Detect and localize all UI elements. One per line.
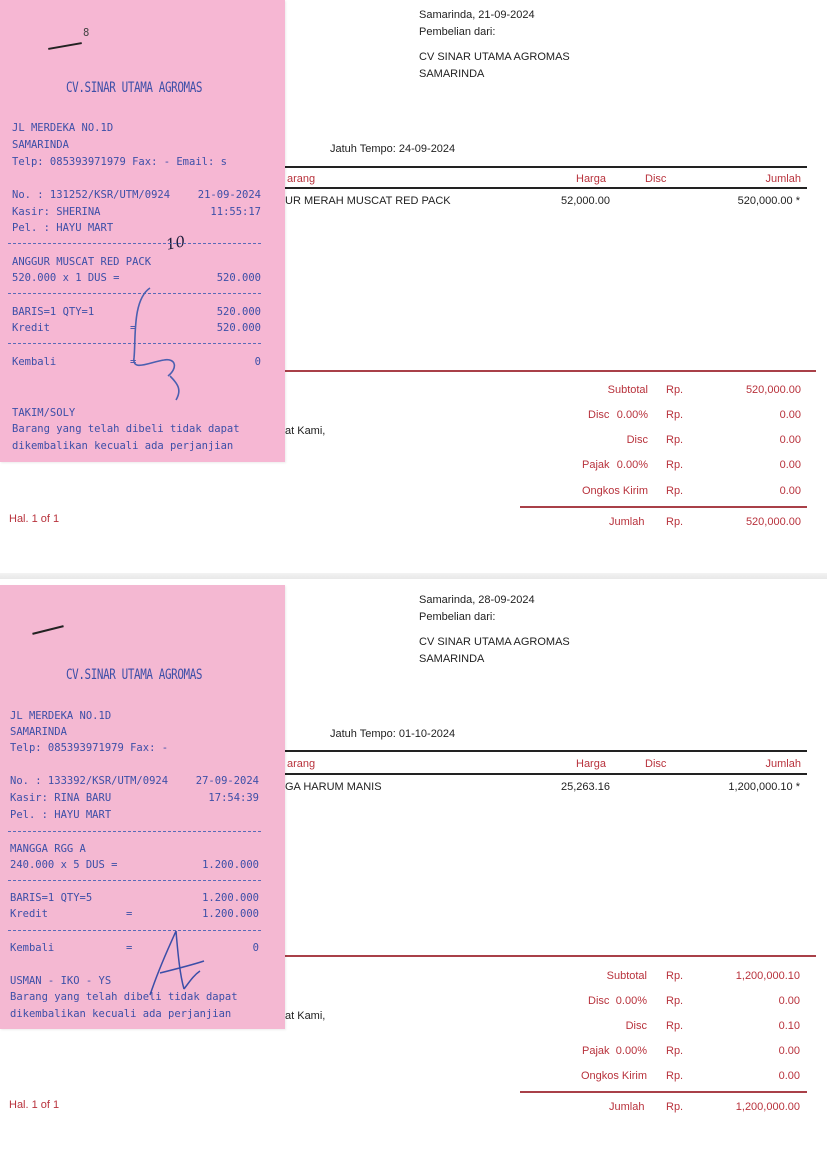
summary-pct: 0.00% [616,409,648,421]
receipt-number: No. : 133392/KSR/UTM/0924 [10,775,169,787]
col-header-total: Jumlah [765,758,801,770]
receipt-credit-eq: = [130,322,137,334]
col-header-disc: Disc [645,173,667,185]
receipt-row-count: BARIS=1 QTY=1 [12,306,95,318]
receipt-city: SAMARINDA [10,726,67,738]
receipt-change-label: Kembali [12,356,57,368]
receipt-credit-value: 520.000 [216,322,261,334]
summary-label: Ongkos Kirim [581,485,648,497]
summary-label: Disc [588,995,610,1007]
receipt-item-name: ANGGUR MUSCAT RED PACK [12,256,152,268]
summary-value: 0.10 [778,1020,800,1032]
due-date: Jatuh Tempo: 01-10-2024 [330,728,456,740]
summary-label: Pajak [582,1045,610,1057]
grand-total-value: 520,000.00 [745,516,801,528]
cash-receipt [0,585,285,1029]
item-price: 52,000.00 [561,195,610,207]
receipt-change-value: 0 [252,942,259,954]
item-total: 520,000.00 * [737,195,800,207]
summary-label: Disc [588,409,610,421]
cash-receipt [0,0,285,462]
receipt-city: SAMARINDA [12,139,69,151]
item-price: 25,263.16 [561,781,610,793]
summary-value: 0.00 [779,434,801,446]
receipt-pen-mark [48,42,82,50]
summary-rp: Rp. [666,995,684,1007]
signature-scribble [140,925,210,1005]
receipt-customer: Pel. : HAYU MART [10,809,112,821]
receipt-qty-line: 520.000 x 1 DUS = [12,272,120,284]
summary-label: Disc [625,1020,647,1032]
receipt-corner-text: 8 [83,27,90,39]
table-bottom-rule [285,370,816,372]
receipt-date: 21-09-2024 [197,189,261,201]
summary-label: Ongkos Kirim [580,1070,647,1082]
receipt-line-total: 1.200.000 [202,859,259,871]
grand-total-rp: Rp. [666,516,684,528]
receipt-change-value: 0 [254,356,261,368]
receipt-change-eq: = [126,942,133,954]
summary-label: Disc [626,434,648,446]
receipt-divider [8,243,261,244]
summary-value: 0.00 [778,995,800,1007]
receipt-change-eq: = [130,356,137,368]
receipt-credit-eq: = [126,908,133,920]
summary-pct: 0.00% [615,995,647,1007]
item-total: 1,200,000.10 * [728,781,800,793]
col-header-item: arang [287,758,316,770]
receipt-store-name: CV.SINAR UTAMA AGROMAS [66,80,203,96]
summary-label: Pajak [582,459,610,471]
summary-label: Subtotal [607,384,648,396]
receipt-row-count: BARIS=1 QTY=5 [10,892,93,904]
col-header-total: Jumlah [765,173,801,185]
summary-pct: 0.00% [616,459,648,471]
receipt-qty-line: 240.000 x 5 DUS = [10,859,118,871]
receipt-staff: TAKIM/SOLY [12,407,76,419]
receipt-address: JL MERDEKA NO.1D [10,710,112,722]
grand-total-rp: Rp. [666,1101,684,1113]
receipt-contact: Telp: 085393971979 Fax: - [10,742,169,754]
grand-total-value: 1,200,000.00 [735,1101,800,1113]
handwritten-note: 10 [164,232,187,254]
invoice-date: Samarinda, 28-09-2024 [419,594,535,606]
vendor-city: SAMARINDA [419,653,485,665]
table-header-rule [285,773,807,775]
item-name: GA HARUM MANIS [285,781,382,793]
signature-scribble [120,280,200,410]
receipt-address: JL MERDEKA NO.1D [12,122,114,134]
receipt-number: No. : 131252/KSR/UTM/0924 [12,189,171,201]
receipt-date: 27-09-2024 [195,775,259,787]
total-rule [520,506,807,508]
receipt-cashier: Kasir: SHERINA [12,206,101,218]
vendor-name: CV SINAR UTAMA AGROMAS [419,636,570,648]
receipt-footer-line: dikembalikan kecuali ada perjanjian [10,1008,232,1020]
col-header-price: Harga [576,173,606,185]
summary-rp: Rp. [666,1020,684,1032]
total-rule [520,1091,807,1093]
summary-rp: Rp. [666,1070,684,1082]
summary-label: Subtotal [606,970,647,982]
receipt-customer: Pel. : HAYU MART [12,222,114,234]
item-name: UR MERAH MUSCAT RED PACK [285,195,451,207]
summary-rp: Rp. [666,459,684,471]
summary-rp: Rp. [666,1045,684,1057]
receipt-cashier: Kasir: RINA BARU [10,792,112,804]
table-top-rule [285,750,807,752]
receipt-time: 11:55:17 [210,206,261,218]
receipt-divider [8,930,261,931]
summary-rp: Rp. [666,970,684,982]
summary-rp: Rp. [666,384,684,396]
invoice-from-label: Pembelian dari: [419,26,496,38]
receipt-item-name: MANGGA RGG A [10,843,86,855]
summary-value: 0.00 [779,459,801,471]
invoice-note: at Kami, [285,1010,326,1022]
summary-value: 1,200,000.10 [735,970,800,982]
invoice-date: Samarinda, 21-09-2024 [419,9,535,21]
page-number: Hal. 1 of 1 [9,513,60,525]
receipt-footer-line: dikembalikan kecuali ada perjanjian [12,440,234,452]
receipt-credit-value: 1.200.000 [202,908,259,920]
summary-value: 0.00 [779,485,801,497]
receipt-footer-line: Barang yang telah dibeli tidak dapat [10,991,238,1003]
table-top-rule [285,166,807,168]
receipt-line-total: 520.000 [216,272,261,284]
receipt-subtotal: 520.000 [216,306,261,318]
receipt-footer-line: Barang yang telah dibeli tidak dapat [12,423,240,435]
table-header-rule [285,187,807,189]
summary-pct: 0.00% [615,1045,647,1057]
table-bottom-rule [285,955,816,957]
receipt-credit-label: Kredit [10,908,48,920]
grand-total-label: Jumlah [609,516,645,528]
purchase-document-2 [0,585,827,1169]
summary-rp: Rp. [666,409,684,421]
receipt-subtotal: 1.200.000 [202,892,259,904]
invoice-note: at Kami, [285,425,326,437]
summary-value: 520,000.00 [745,384,801,396]
receipt-pen-mark [32,625,64,635]
receipt-time: 17:54:39 [208,792,259,804]
summary-value: 0.00 [778,1070,800,1082]
receipt-divider [8,831,261,832]
page-separator [0,573,827,579]
summary-value: 0.00 [778,1045,800,1057]
receipt-staff: USMAN - IKO - YS [10,975,112,987]
vendor-city: SAMARINDA [419,68,485,80]
summary-value: 0.00 [779,409,801,421]
due-date: Jatuh Tempo: 24-09-2024 [330,143,456,155]
col-header-disc: Disc [645,758,667,770]
grand-total-label: Jumlah [609,1101,645,1113]
summary-rp: Rp. [666,485,684,497]
receipt-credit-label: Kredit [12,322,50,334]
receipt-change-label: Kembali [10,942,55,954]
receipt-divider [8,880,261,881]
vendor-name: CV SINAR UTAMA AGROMAS [419,51,570,63]
col-header-price: Harga [576,758,606,770]
receipt-contact: Telp: 085393971979 Fax: - Email: s [12,156,227,168]
purchase-document-1 [0,0,827,570]
invoice-from-label: Pembelian dari: [419,611,496,623]
receipt-store-name: CV.SINAR UTAMA AGROMAS [66,667,203,683]
summary-rp: Rp. [666,434,684,446]
page-number: Hal. 1 of 1 [9,1099,60,1111]
col-header-item: arang [287,173,316,185]
